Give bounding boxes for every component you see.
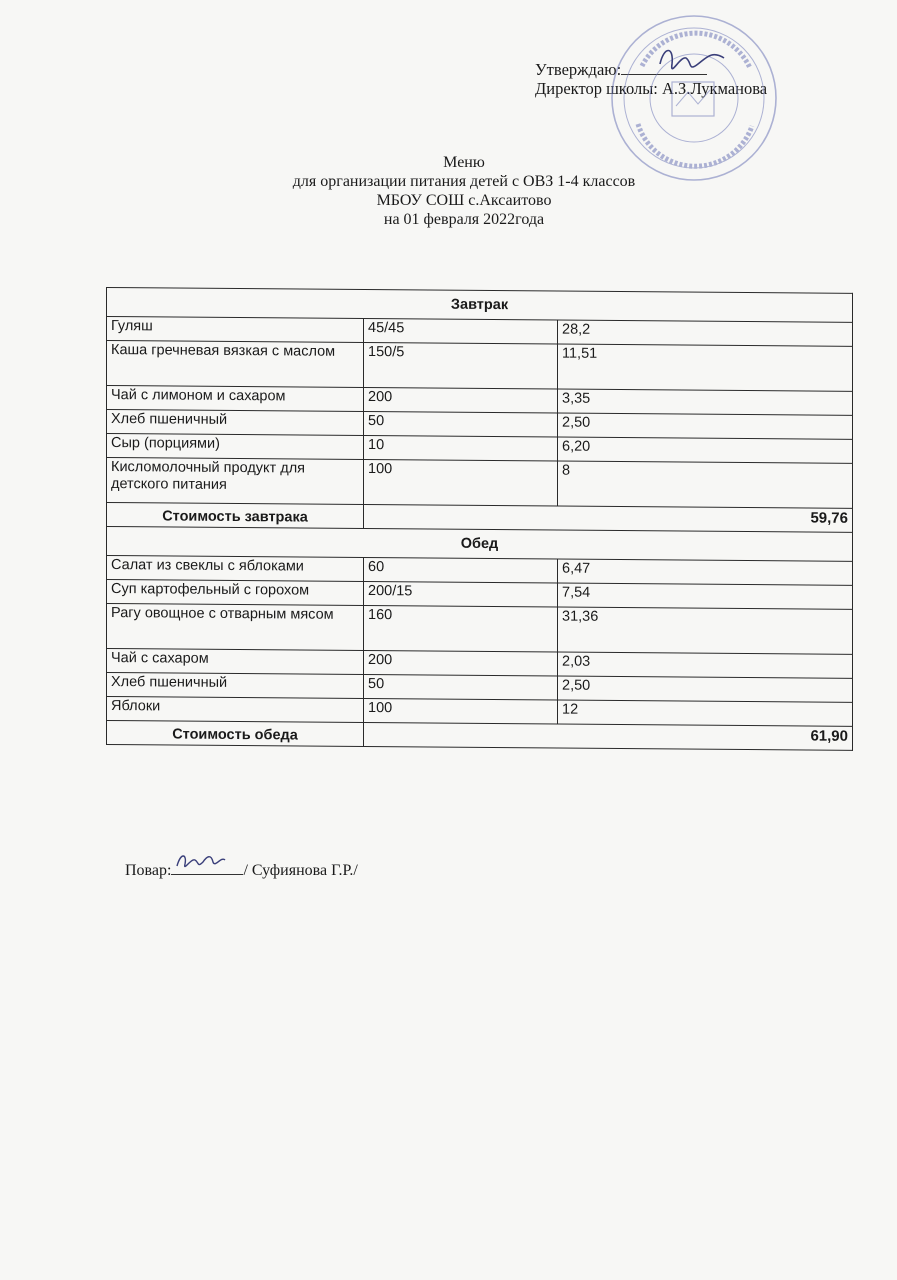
table-row [107, 458, 853, 509]
dish-name: Суп картофельный с горохом [107, 580, 364, 606]
dish-name: Чай с сахаром [107, 649, 364, 675]
dish-portion: 45/45 [364, 319, 558, 345]
lunch-header: Обед [107, 527, 853, 562]
dish-price: 6,20 [558, 437, 853, 463]
dish-price: 2,50 [558, 676, 853, 702]
dish-portion: 60 [364, 558, 558, 584]
cook-signature-line [171, 856, 243, 875]
dish-name: Каша гречневая вязкая с маслом [107, 341, 364, 388]
lunch-total-value: 61,90 [364, 723, 853, 751]
title-line-3: МБОУ СОШ с.Аксаитово [376, 192, 552, 209]
approve-label: Утверждаю: [535, 60, 622, 79]
approval-block [535, 60, 767, 98]
dish-name: Хлеб пшеничный [107, 673, 364, 699]
director-signature-line [621, 60, 707, 75]
dish-price: 2,50 [558, 413, 853, 439]
title-line-1: Меню [443, 154, 485, 171]
dish-portion: 10 [364, 436, 558, 462]
dish-name: Чай с лимоном и сахаром [107, 386, 364, 412]
cook-name: / Суфиянова Г.Р./ [243, 862, 358, 879]
dish-price: 7,54 [558, 583, 853, 609]
table-row [107, 604, 853, 655]
dish-name: Яблоки [107, 697, 364, 723]
dish-name: Гуляш [107, 317, 364, 343]
dish-portion: 200 [364, 388, 558, 414]
dish-price: 31,36 [558, 607, 853, 654]
dish-portion: 200 [364, 651, 558, 677]
title-line-2: для организации питания детей с ОВЗ 1-4 классов [292, 173, 636, 190]
dish-price: 12 [558, 700, 853, 726]
dish-name: Кисломолочный продукт для детского питания [107, 458, 364, 505]
dish-portion: 50 [364, 675, 558, 701]
dish-price: 3,35 [558, 389, 853, 415]
dish-price: 8 [558, 461, 853, 508]
dish-portion: 150/5 [364, 343, 558, 390]
menu-table [106, 287, 853, 751]
document-title [230, 153, 698, 229]
dish-portion: 50 [364, 412, 558, 438]
dish-name: Салат из свеклы с яблоками [107, 556, 364, 582]
breakfast-total-label: Стоимость завтрака [107, 503, 364, 529]
dish-portion: 200/15 [364, 582, 558, 608]
table-row [107, 341, 853, 392]
dish-portion: 100 [364, 699, 558, 725]
dish-price: 6,47 [558, 559, 853, 585]
dish-name: Хлеб пшеничный [107, 410, 364, 436]
dish-portion: 100 [364, 460, 558, 507]
lunch-total-label: Стоимость обеда [107, 721, 364, 747]
lunch-total-row [107, 721, 853, 751]
director-line: Директор школы: А.З.Лукманова [535, 79, 768, 98]
title-line-4: на 01 февраля 2022года [383, 211, 545, 228]
cook-label: Повар: [125, 862, 172, 879]
breakfast-total-value: 59,76 [364, 505, 853, 533]
dish-price: 11,51 [558, 344, 853, 391]
cook-signature-icon [173, 848, 233, 874]
dish-price: 2,03 [558, 652, 853, 678]
breakfast-header: Завтрак [107, 288, 853, 323]
dish-price: 28,2 [558, 320, 853, 346]
dish-portion: 160 [364, 606, 558, 653]
dish-name: Рагу овощное с отварным мясом [107, 604, 364, 651]
cook-signature-block [125, 856, 358, 880]
approve-line [535, 60, 767, 79]
dish-name: Сыр (порциями) [107, 434, 364, 460]
